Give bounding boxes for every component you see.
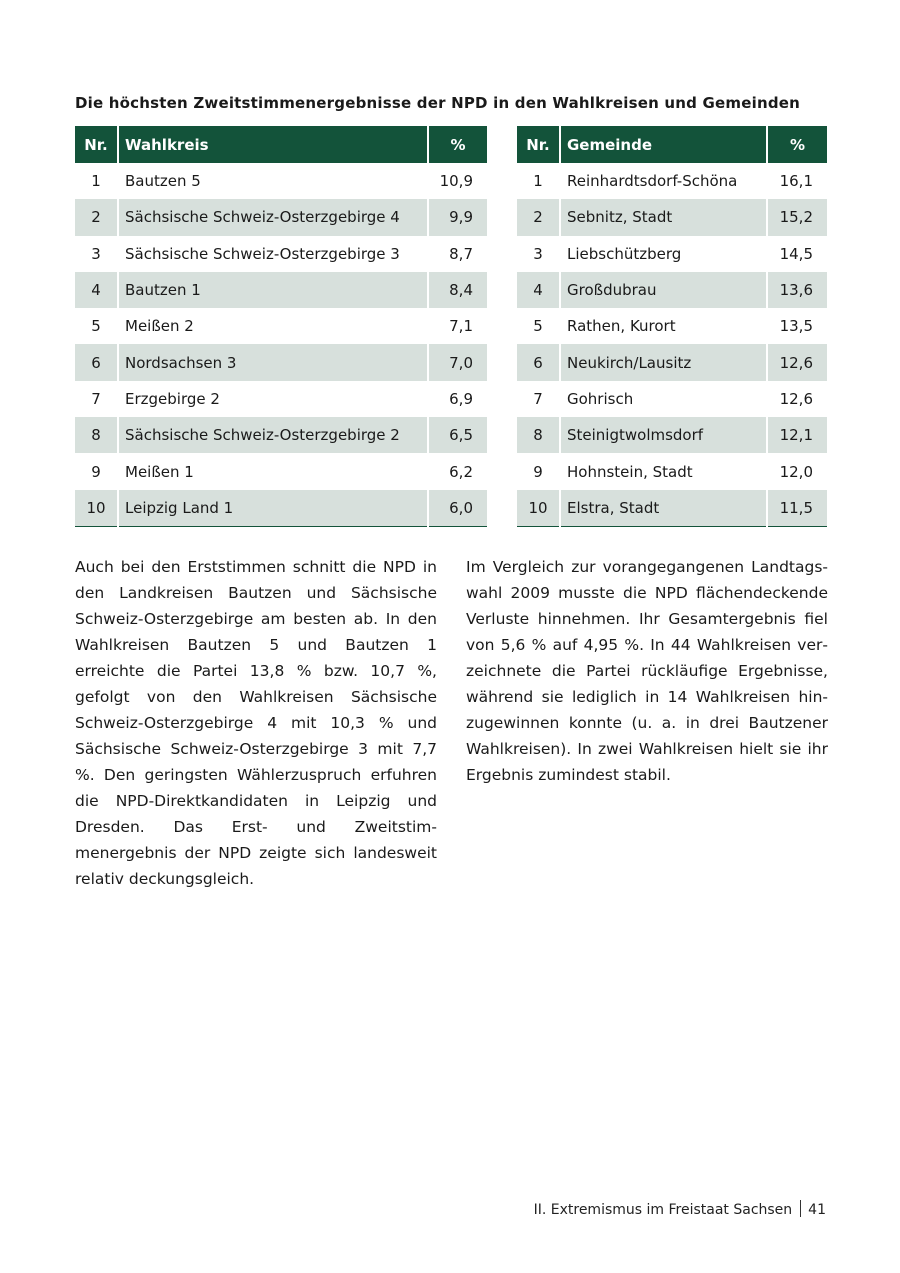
wahlkreis-table [75, 126, 487, 527]
row-name: Sebnitz, Stadt [560, 199, 767, 235]
row-number: 10 [517, 490, 560, 527]
row-name: Sächsische Schweiz-Osterzgebirge 4 [118, 199, 428, 235]
row-number: 7 [517, 381, 560, 417]
row-percent: 6,9 [449, 389, 473, 408]
row-name: Nordsachsen 3 [118, 344, 428, 380]
row-number: 8 [75, 417, 118, 453]
row-percent: 12,6 [767, 344, 827, 380]
row-name: Gohrisch [560, 381, 767, 417]
row-name: Erzgebirge 2 [118, 381, 428, 417]
row-number: 9 [517, 453, 560, 489]
row-number: 5 [75, 308, 118, 344]
row-number: 4 [517, 272, 560, 308]
row-percent: 12,0 [779, 462, 813, 481]
row-name: Rathen, Kurort [560, 308, 767, 344]
column-header-nr: Nr. [517, 126, 560, 163]
table-row [517, 490, 827, 527]
row-percent: 8,4 [428, 272, 487, 308]
row-percent: 13,5 [779, 317, 813, 336]
table-row [517, 308, 827, 344]
row-name: Sächsische Schweiz-Osterzgebirge 2 [118, 417, 428, 453]
row-number: 3 [517, 236, 560, 272]
row-name: Steinigtwolmsdorf [560, 417, 767, 453]
row-number: 1 [517, 163, 560, 199]
row-name: Reinhardtsdorf-Schöna [560, 163, 767, 199]
page-footer [534, 1200, 826, 1218]
table-row [75, 308, 487, 344]
row-percent: 7,0 [428, 344, 487, 380]
table-row [75, 344, 487, 380]
table-row [75, 199, 487, 235]
table-row [75, 417, 487, 453]
row-name: Hohnstein, Stadt [560, 453, 767, 489]
row-name: Bautzen 5 [118, 163, 428, 199]
page-number: 41 [808, 1202, 826, 1218]
row-percent: 6,5 [428, 417, 487, 453]
column-header-nr: Nr. [75, 126, 118, 163]
table-row [517, 453, 827, 489]
row-percent: 15,2 [767, 199, 827, 235]
row-percent: 9,9 [428, 199, 487, 235]
row-number: 8 [517, 417, 560, 453]
row-name: Neukirch/Lausitz [560, 344, 767, 380]
row-number: 7 [75, 381, 118, 417]
row-number: 6 [517, 344, 560, 380]
table-row [75, 272, 487, 308]
table-row [75, 381, 487, 417]
table-row [517, 236, 827, 272]
row-number: 3 [75, 236, 118, 272]
row-number: 4 [75, 272, 118, 308]
row-percent: 13,6 [767, 272, 827, 308]
column-header-percent: % [767, 126, 827, 163]
table-header-row [517, 126, 827, 163]
row-percent: 6,0 [428, 490, 487, 527]
row-number: 5 [517, 308, 560, 344]
table-row [517, 163, 827, 199]
table-header-row [75, 126, 487, 163]
row-percent: 16,1 [779, 172, 813, 191]
row-number: 6 [75, 344, 118, 380]
paragraph: Auch bei den Erststimmen schnitt die NPD in den Landkreisen Bautzen und Sächsische Schweiz-Osterzgebirge am besten ab. In den Wahlkreisen Bautzen 5 und Bautzen 1 erreichte die Partei 13,8 % bzw. 10,7 %, gefolgt von den Wahlkreisen Sächsische Schweiz-Osterzgebirge 4 mit 10,3 % und Sächsische Schweiz-Osterzgebirge 3 mit 7,7 %. Den geringsten Wählerzuspruch erfuhren die NPD-Direktkandidaten in Leipzig und Dresden. Das Erst- und Zweitstimmenergebnis der NPD zeigte sich landesweit relativ deckungsgleich. [75, 558, 437, 888]
table-row [517, 199, 827, 235]
row-percent: 10,9 [439, 172, 473, 191]
row-number: 9 [75, 453, 118, 489]
footer-divider [800, 1200, 801, 1217]
table-row [75, 453, 487, 489]
row-name: Großdubrau [560, 272, 767, 308]
table-row [75, 163, 487, 199]
table-row [517, 344, 827, 380]
row-name: Leipzig Land 1 [118, 490, 428, 527]
row-percent: 12,6 [779, 389, 813, 408]
row-percent: 12,1 [767, 417, 827, 453]
row-name: Elstra, Stadt [560, 490, 767, 527]
table-row [517, 381, 827, 417]
row-name: Bautzen 1 [118, 272, 428, 308]
row-percent: 11,5 [767, 490, 827, 527]
row-number: 10 [75, 490, 118, 527]
row-percent: 14,5 [779, 244, 813, 263]
column-header-percent: % [428, 126, 487, 163]
column-header-gemeinde: Gemeinde [560, 126, 767, 163]
body-text-left [75, 554, 437, 892]
table-row [517, 417, 827, 453]
row-name: Sächsische Schweiz-Osterzgebirge 3 [118, 236, 428, 272]
table-heading: Die höchsten Zweitstimmenergebnisse der NPD in den Wahlkreisen und Gemeinden [75, 94, 801, 112]
row-percent: 8,7 [449, 244, 473, 263]
row-name: Meißen 1 [118, 453, 428, 489]
table-row [75, 236, 487, 272]
table-row [517, 272, 827, 308]
gemeinde-table [517, 126, 827, 527]
body-text-right [466, 554, 828, 788]
table-row [75, 490, 487, 527]
row-number: 2 [517, 199, 560, 235]
row-name: Meißen 2 [118, 308, 428, 344]
footer-section-title: II. Extremismus im Freistaat Sachsen [533, 1202, 793, 1218]
row-percent: 7,1 [449, 317, 473, 336]
row-number: 2 [75, 199, 118, 235]
row-percent: 6,2 [449, 462, 473, 481]
column-header-wahlkreis: Wahlkreis [118, 126, 428, 163]
row-name: Liebschützberg [560, 236, 767, 272]
paragraph: Im Vergleich zur vorangegangenen Landtagswahl 2009 musste die NPD flächendeckende Verluste hinnehmen. Ihr Gesamtergebnis fiel von 5,6 % auf 4,95 %. In 44 Wahlkreisen verzeichnete die Partei rückläufige Ergebnisse, während sie lediglich in 14 Wahlkreisen hinzugewinnen konnte (u. a. in drei Bautzener Wahlkreisen). In zwei Wahlkreisen hielt sie ihr Ergebnis zumindest stabil. [466, 558, 828, 784]
row-number: 1 [75, 163, 118, 199]
